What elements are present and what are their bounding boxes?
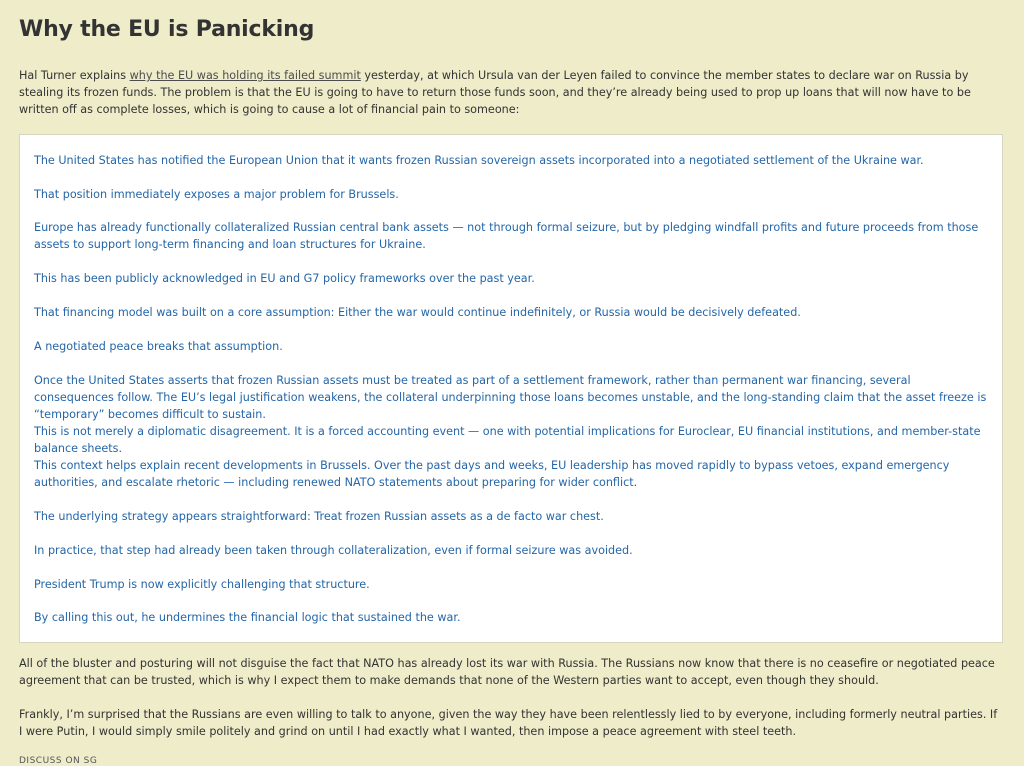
quote-paragraph: This has been publicly acknowledged in EU and G7 policy frameworks over the past year. bbox=[34, 272, 535, 285]
intro-text-before: Hal Turner explains bbox=[19, 69, 130, 82]
quote-paragraph: The United States has notified the European Union that it wants frozen Russian sovereign assets incorporated into a negotiated settlement of the Ukraine war. bbox=[34, 154, 924, 167]
intro-paragraph bbox=[19, 67, 1003, 118]
quote-paragraph: In practice, that step had already been taken through collateralization, even if formal seizure was avoided. bbox=[34, 544, 633, 557]
quote-paragraph: A negotiated peace breaks that assumption. bbox=[34, 340, 283, 353]
blog-post bbox=[19, 0, 1003, 766]
quote-paragraph: By calling this out, he undermines the financial logic that sustained the war. bbox=[34, 611, 461, 624]
quote-paragraph: President Trump is now explicitly challenging that structure. bbox=[34, 578, 370, 591]
discuss-link[interactable]: DISCUSS ON SG bbox=[19, 756, 98, 766]
quote-paragraph: Once the United States asserts that frozen Russian assets must be treated as part of a settlement framework, rather than permanent war financing, several consequences follow. The EU’s legal justification weakens, the collateral underpinning those loans becomes unstable, and the long-standing claim that the asset freeze is “temporary” becomes difficult to sustain. bbox=[34, 374, 987, 421]
body-paragraph: All of the bluster and posturing will not disguise the fact that NATO has already lost its war with Russia. The Russians now know that there is no ceasefire or negotiated peace agreement that can be trusted, which is why I expect them to make demands that none of the Western parties want to accept, even though they should. bbox=[19, 657, 995, 687]
body-paragraph: Frankly, I’m surprised that the Russians are even willing to talk to anyone, given the way they have been relentlessly lied to by everyone, including formerly neutral parties. If I were Putin, I would simply smile politely and grind on until I had exactly what I wanted, then impose a peace agreement with steel teeth. bbox=[19, 708, 998, 738]
quote-paragraph: This context helps explain recent developments in Brussels. Over the past days and weeks, EU leadership has moved rapidly to bypass vetoes, expand emergency authorities, and escalate rhetoric — including renewed NATO statements about preparing for wider conflict. bbox=[34, 459, 950, 489]
intro-text-after: yesterday, at which Ursula van der Leyen failed to convince the member states to declare war on Russia by stealing its frozen funds. The problem is that the EU is going to have to return those funds soon, and they’re already being used to prop up loans that will now have to be written off as complete losses, which is going to cause a lot of financial pain to someone: bbox=[19, 69, 971, 116]
quote-paragraph: This is not merely a diplomatic disagreement. It is a forced accounting event — one with potential implications for Euroclear, EU financial institutions, and member-state balance sheets. bbox=[34, 425, 981, 455]
blockquote bbox=[19, 134, 1003, 643]
summit-article-link[interactable]: why the EU was holding its failed summit bbox=[129, 69, 361, 82]
quote-paragraph: Europe has already functionally collateralized Russian central bank assets — not through formal seizure, but by pledging windfall profits and future proceeds from those assets to support long-term financing and loan structures for Ukraine. bbox=[34, 221, 979, 251]
post-title: Why the EU is Panicking bbox=[19, 17, 315, 42]
quote-paragraph: That position immediately exposes a major problem for Brussels. bbox=[34, 188, 399, 201]
quote-paragraph: The underlying strategy appears straightforward: Treat frozen Russian assets as a de facto war chest. bbox=[34, 510, 604, 523]
quote-paragraph: That financing model was built on a core assumption: Either the war would continue indefinitely, or Russia would be decisively defeated. bbox=[34, 306, 801, 319]
